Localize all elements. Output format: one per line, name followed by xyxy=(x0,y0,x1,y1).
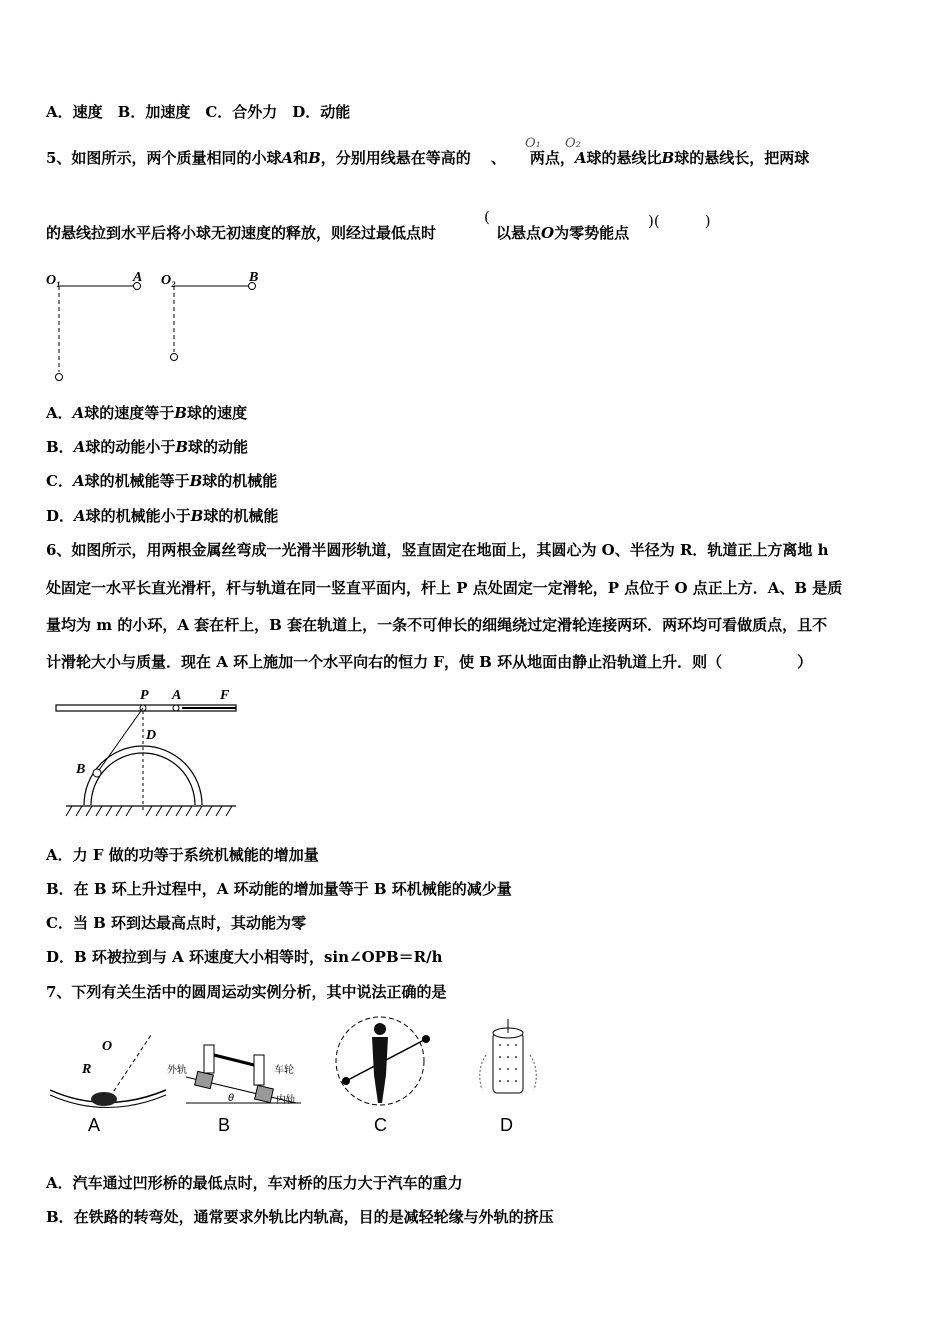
q7-caption-a: A xyxy=(88,1115,101,1135)
q5-opt-b-letter: B． xyxy=(46,438,74,456)
q5-figure xyxy=(40,262,280,387)
q5-opt-a-letter: A． xyxy=(46,404,73,422)
q5-stem-b: ，分别用线悬在等高的 xyxy=(320,149,471,167)
q7-fig-d xyxy=(480,1019,537,1093)
q7-fig-inner-rail: 内轨 xyxy=(276,1095,296,1106)
q6-option-a: A．力 F 做的功等于系统机械能的增加量 xyxy=(46,846,319,864)
q5-opt-a-ball1: A xyxy=(72,404,85,422)
q7-caption-b: B xyxy=(218,1115,231,1135)
q6-option-c: C．当 B 环到达最高点时，其动能为零 xyxy=(46,914,307,932)
q6-fig-p: P xyxy=(140,688,149,703)
q5-opt-d-end: 球的机械能 xyxy=(203,507,279,525)
q6-fig-f: F xyxy=(220,688,230,703)
q5-opt-b-mid: 球的动能小于 xyxy=(85,438,176,456)
q5-opt-d-ball2: B xyxy=(190,507,204,525)
q5-fig-b: B xyxy=(249,270,259,285)
q5-paren-open: ( xyxy=(484,208,490,226)
q6-stem-line2: 处固定一水平长直光滑杆，杆与轨道在同一竖直平面内，杆上 P 点处固定一定滑轮，P 点位于 O 点正上方．A、B 是质 xyxy=(46,579,843,597)
q5-paren-close: )( ) xyxy=(648,212,711,230)
q5-stem-line1 xyxy=(46,147,809,169)
q5-opt-c-letter: C． xyxy=(46,472,73,490)
q5-opt-c-ball2: B xyxy=(189,472,203,490)
q6-figure xyxy=(52,685,247,820)
q7-fig-theta: θ xyxy=(228,1093,235,1104)
q7-fig-b xyxy=(167,1045,301,1106)
q6-stem-line4: 计滑轮大小与质量．现在 A 环上施加一个水平向右的恒力 F，使 B 环从地面由静止沿轨道上升．则（ ） xyxy=(46,653,813,671)
q5-line2-c: 为零势能点 xyxy=(554,224,630,242)
q5-opt-b-ball1: A xyxy=(73,438,86,456)
q6-fig-hatch xyxy=(66,806,232,816)
q5-fig-o1: O₁ xyxy=(46,273,61,288)
q5-o1-symbol: O₁ xyxy=(525,136,541,151)
q5-opt-c-ball1: A xyxy=(72,472,85,490)
q7-fig-a xyxy=(50,1035,166,1108)
q5-stem-d: 球的悬线比 xyxy=(586,149,662,167)
q5-option-c xyxy=(46,470,277,492)
q5-stem-a: 5、如图所示，两个质量相同的小球 xyxy=(46,149,282,167)
q5-line2-b: 以悬点 xyxy=(496,224,542,242)
q5-fig-ball-b-low xyxy=(171,354,178,361)
q5-stem-line2-b xyxy=(496,222,629,244)
q4-options: A．速度 B．加速度 C．合外力 D．动能 xyxy=(46,103,351,121)
q5-opt-a-end: 球的速度 xyxy=(186,404,247,422)
q5-sep: 、 xyxy=(490,149,506,167)
q5-stem-line2 xyxy=(46,222,436,244)
q5-opt-d-mid: 球的机械能小于 xyxy=(85,507,191,525)
q5-and: 和 xyxy=(293,149,309,167)
q5-option-a xyxy=(46,402,247,424)
q6-fig-rope xyxy=(97,708,143,773)
q7-fig-r: R xyxy=(82,1062,92,1077)
q7-fig-o: O xyxy=(102,1039,113,1054)
q6-stem-line3: 量均为 m 的小环，A 套在杆上，B 套在轨道上，一条不可伸长的细绳绕过定滑轮连接两环．两环均可看做质点，且不 xyxy=(46,616,828,634)
q6-fig-d: D xyxy=(146,728,157,743)
q7-caption-d: D xyxy=(500,1115,513,1135)
q5-line2-a: 的悬线拉到水平后将小球无初速度的释放，则经过最低点时 xyxy=(46,224,437,242)
q5-opt-c-mid: 球的机械能等于 xyxy=(84,472,190,490)
q6-stem-line1: 6、如图所示，用两根金属丝弯成一光滑半圆形轨道，竖直固定在地面上，其圆心为 O、半径为 R．轨道正上方离地 h xyxy=(46,541,829,559)
q7-fig-outer-rail: 外轨 xyxy=(167,1065,187,1076)
q7-fig-c xyxy=(336,1017,430,1105)
q5-opt-d-ball1: A xyxy=(74,507,86,525)
q6-fig-b: B xyxy=(76,762,86,777)
q5-option-d xyxy=(46,505,278,527)
q6-fig-a: A xyxy=(172,688,182,703)
q5-opt-d-letter: D． xyxy=(46,507,75,525)
q6-option-b: B．在 B 环上升过程中，A 环动能的增加量等于 B 环机械能的减少量 xyxy=(46,880,512,898)
q5-option-b xyxy=(46,436,248,458)
q5-opt-c-end: 球的机械能 xyxy=(202,472,278,490)
q5-opt-a-ball2: B xyxy=(174,404,187,422)
q7-option-b: B．在铁路的转弯处，通常要求外轨比内轨高，目的是减轻轮缘与外轨的挤压 xyxy=(46,1208,554,1226)
q5-fig-a: A xyxy=(133,270,143,285)
q6-fig-ring-b xyxy=(93,769,101,777)
q6-fig-ring-a xyxy=(173,705,179,711)
q5-ball-a2: A xyxy=(574,149,587,167)
q6-option-d: D．B 环被拉到与 A 环速度大小相等时，sin∠OPB＝R/h xyxy=(46,948,443,966)
q5-ball-b2: B xyxy=(661,149,675,167)
q5-opt-b-ball2: B xyxy=(175,438,189,456)
q5-ball-a: A xyxy=(281,149,294,167)
q5-opt-b-end: 球的动能 xyxy=(188,438,249,456)
q7-option-a: A．汽车通过凹形桥的最低点时，车对桥的压力大于汽车的重力 xyxy=(46,1174,463,1192)
q5-o-label: O xyxy=(541,224,555,242)
q7-figure xyxy=(46,1015,566,1140)
q5-opt-a-mid: 球的速度等于 xyxy=(84,404,175,422)
q5-fig-o2: O₂ xyxy=(161,273,176,288)
q5-stem-e: 球的悬线长，把两球 xyxy=(674,149,810,167)
q5-o2-symbol: O₂ xyxy=(565,136,581,151)
q7-fig-wheel: 车轮 xyxy=(274,1065,294,1076)
q5-fig-ball-a-low xyxy=(56,374,63,381)
q7-stem: 7、下列有关生活中的圆周运动实例分析，其中说法正确的是 xyxy=(46,983,447,1001)
q5-stem-c: 两点， xyxy=(529,149,575,167)
q7-caption-c: C xyxy=(374,1115,387,1135)
q5-ball-b: B xyxy=(308,149,321,167)
